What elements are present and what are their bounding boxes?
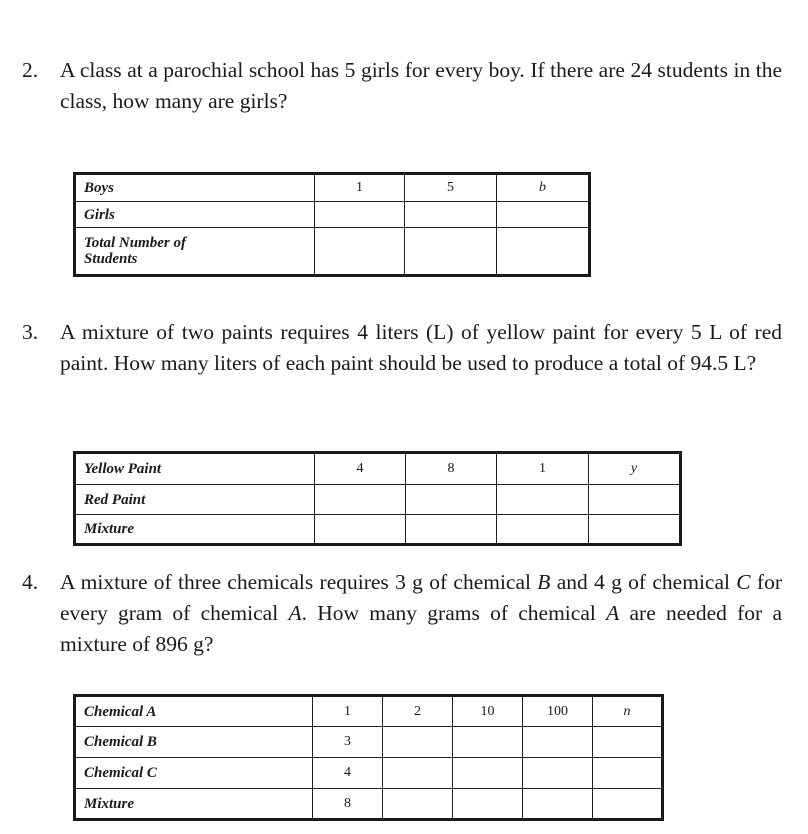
table-cell: 8 [406, 453, 497, 485]
table-row [75, 515, 681, 545]
table-cell [593, 789, 663, 820]
row-label-line: Students [84, 251, 138, 267]
row-label: Mixture [75, 789, 313, 820]
table-cell [593, 758, 663, 789]
table-cell: 5 [405, 174, 497, 202]
table-cell: y [589, 453, 681, 485]
problem-text [60, 567, 782, 660]
table-cell [406, 515, 497, 545]
table-cell [315, 202, 405, 228]
variable-b: B [537, 570, 551, 594]
problem-4 [22, 567, 782, 660]
table-cell [405, 202, 497, 228]
problem-number: 3. [22, 320, 39, 344]
variable-a: A [288, 601, 302, 625]
table-cell: 4 [315, 453, 406, 485]
table-cell [405, 228, 497, 276]
table-cell [453, 727, 523, 758]
ratio-table-paint [73, 451, 682, 546]
table-cell [497, 202, 590, 228]
table-cell [453, 758, 523, 789]
table-cell: 1 [313, 696, 383, 727]
table-cell: 100 [523, 696, 593, 727]
table-row [75, 789, 663, 820]
row-label: Girls [75, 202, 315, 228]
table-cell: 4 [313, 758, 383, 789]
problem-text: A mixture of two paints requires 4 liters (L) of yellow paint for every 5 L of red paint. How many liters of each paint should be used to produce a total of 94.5 L? [60, 320, 782, 375]
row-label: Boys [75, 174, 315, 202]
table-cell: 8 [313, 789, 383, 820]
table-row [75, 696, 663, 727]
table-cell [497, 515, 589, 545]
table-cell [315, 485, 406, 515]
problem-number: 4. [22, 570, 39, 594]
table-row [75, 202, 590, 228]
table-row [75, 174, 590, 202]
variable-a: A [606, 601, 620, 625]
row-label: Mixture [75, 515, 315, 545]
table-row [75, 453, 681, 485]
table-row [75, 228, 590, 276]
row-label: Chemical A [75, 696, 313, 727]
problem-number: 2. [22, 58, 39, 82]
table-row [75, 485, 681, 515]
table-cell [523, 789, 593, 820]
table-cell: 1 [497, 453, 589, 485]
table-cell [315, 515, 406, 545]
variable-c: C [736, 570, 751, 594]
table-cell [593, 727, 663, 758]
problem-text-part: . How many grams of chemical [301, 601, 607, 625]
table-cell [453, 789, 523, 820]
table-cell [383, 758, 453, 789]
table-cell [406, 485, 497, 515]
ratio-table-boys-girls [73, 172, 591, 277]
row-label [75, 228, 315, 276]
problem-2 [22, 55, 782, 117]
table-cell [315, 228, 405, 276]
row-label: Chemical B [75, 727, 313, 758]
row-label-line: Total Number of [84, 235, 186, 251]
table-cell [383, 727, 453, 758]
problem-text-part: and 4 g of chemical [550, 570, 737, 594]
table-cell [497, 228, 590, 276]
table-cell [523, 727, 593, 758]
problem-3 [22, 317, 782, 379]
table-cell: 2 [383, 696, 453, 727]
table-row [75, 727, 663, 758]
table-cell: 3 [313, 727, 383, 758]
table-cell [523, 758, 593, 789]
table-cell [589, 515, 681, 545]
table-cell: b [497, 174, 590, 202]
row-label: Chemical C [75, 758, 313, 789]
problem-text-part: A mixture of three chemicals requires 3 g of chemical [60, 570, 538, 594]
row-label: Red Paint [75, 485, 315, 515]
table-row [75, 758, 663, 789]
ratio-table-chemicals [73, 694, 664, 821]
row-label: Yellow Paint [75, 453, 315, 485]
table-cell: 1 [315, 174, 405, 202]
table-cell [383, 789, 453, 820]
problem-text: A class at a parochial school has 5 girls for every boy. If there are 24 students in the class, how many are girls? [60, 58, 782, 113]
table-cell: 10 [453, 696, 523, 727]
table-cell: n [593, 696, 663, 727]
problem-text-part: are needed for a mixture of 896 g? [60, 601, 782, 656]
problem-text-part: for every gram of chemical [60, 570, 782, 625]
table-cell [497, 485, 589, 515]
table-cell [589, 485, 681, 515]
